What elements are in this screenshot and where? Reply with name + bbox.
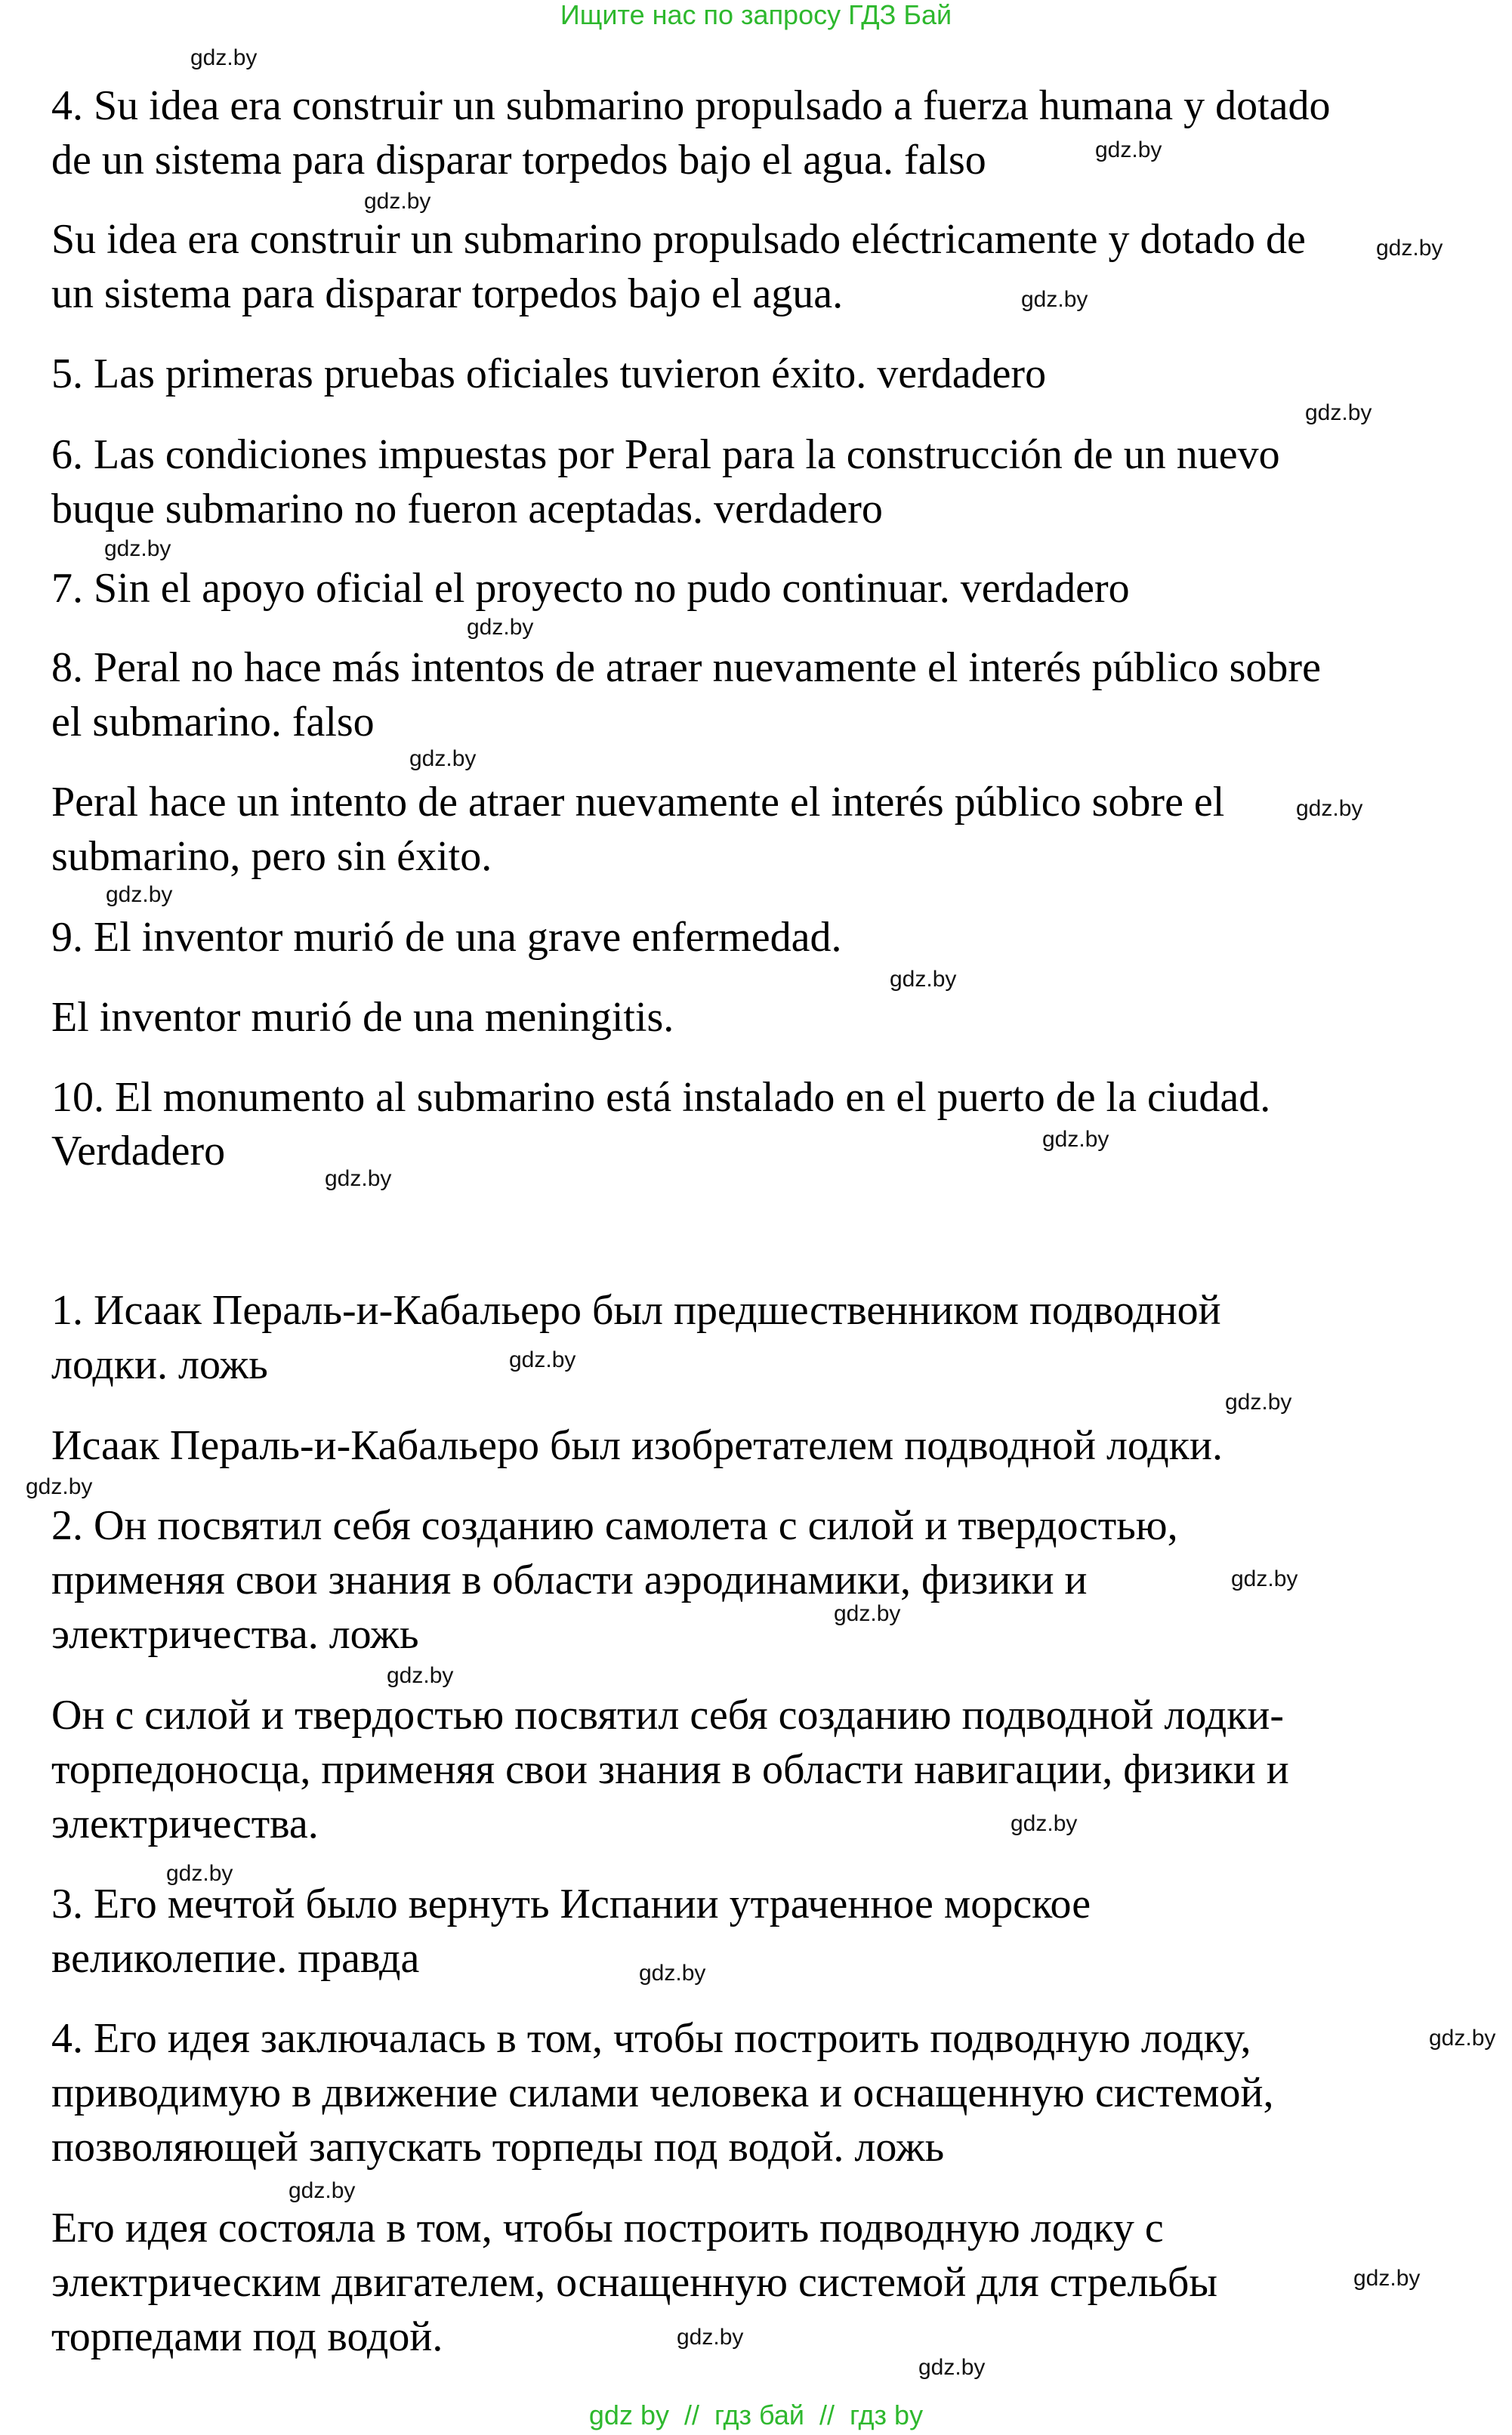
- text-line: de un sistema para disparar torpedos bajo el agua. falso: [51, 137, 986, 184]
- text-line: 10. El monumento al submarino está instalado en el puerto de la ciudad.: [51, 1074, 1271, 1121]
- footer-separator: //: [819, 2400, 835, 2430]
- footer-separator: //: [684, 2400, 700, 2430]
- watermark: gdz.by: [166, 1861, 233, 1886]
- watermark: gdz.by: [834, 1601, 901, 1626]
- watermark: gdz.by: [104, 536, 171, 561]
- watermark: gdz.by: [1021, 287, 1088, 312]
- watermark: gdz.by: [325, 1166, 392, 1191]
- text-line: el submarino. falso: [51, 699, 375, 745]
- watermark: gdz.by: [409, 746, 477, 771]
- watermark: gdz.by: [190, 45, 258, 70]
- text-line: торпедами под водой.: [51, 2313, 443, 2360]
- watermark: gdz.by: [677, 2325, 744, 2350]
- watermark: gdz.by: [1429, 2026, 1496, 2051]
- text-line: Его идея состояла в том, чтобы построить подводную лодку с: [51, 2205, 1164, 2251]
- top-banner[interactable]: Ищите нас по запросу ГДЗ Бай: [560, 0, 952, 30]
- text-line: buque submarino no fueron aceptadas. verdadero: [51, 486, 883, 532]
- text-line: El inventor murió de una meningitis.: [51, 994, 674, 1041]
- watermark: gdz.by: [387, 1663, 454, 1688]
- text-line: электричества.: [51, 1801, 319, 1847]
- text-line: 5. Las primeras pruebas oficiales tuvieron éxito. verdadero: [51, 350, 1047, 397]
- watermark: gdz.by: [1231, 1566, 1298, 1591]
- text-line: Исаак Пераль-и-Кабальеро был изобретателем подводной лодки.: [51, 1422, 1223, 1469]
- watermark: gdz.by: [26, 1474, 93, 1499]
- watermark: gdz.by: [639, 1961, 706, 1986]
- text-line: позволяющей запускать торпеды под водой. ложь: [51, 2124, 945, 2171]
- watermark: gdz.by: [1296, 796, 1363, 821]
- text-line: Su idea era construir un submarino propulsado eléctricamente y dotado de: [51, 216, 1306, 263]
- watermark: gdz.by: [918, 2355, 986, 2380]
- text-line: Peral hace un intento de atraer nuevamente el interés público sobre el: [51, 779, 1225, 826]
- text-line: un sistema para disparar torpedos bajo el agua.: [51, 270, 844, 317]
- watermark: gdz.by: [106, 882, 173, 907]
- watermark: gdz.by: [1353, 2266, 1421, 2291]
- text-line: электрическим двигателем, оснащенную системой для стрельбы: [51, 2259, 1218, 2306]
- text-line: submarino, pero sin éxito.: [51, 833, 492, 880]
- text-line: 6. Las condiciones impuestas por Peral para la construcción de un nuevo: [51, 431, 1280, 478]
- text-line: 4. Его идея заключалась в том, чтобы построить подводную лодку,: [51, 2015, 1251, 2062]
- watermark: gdz.by: [364, 189, 431, 214]
- watermark: gdz.by: [289, 2178, 356, 2203]
- footer-link-gdz-bai[interactable]: гдз бай: [714, 2400, 804, 2430]
- footer-link-gdz-by-ru[interactable]: гдз by: [850, 2400, 924, 2430]
- text-line: Он с силой и твердостью посвятил себя созданию подводной лодки-: [51, 1692, 1285, 1739]
- footer-links: [0, 2400, 1512, 2430]
- watermark: gdz.by: [467, 615, 534, 640]
- text-line: 8. Peral no hace más intentos de atraer nuevamente el interés público sobre: [51, 644, 1321, 691]
- text-line: электричества. ложь: [51, 1611, 419, 1658]
- text-line: Verdadero: [51, 1128, 226, 1174]
- watermark: gdz.by: [1095, 137, 1162, 162]
- text-line: лодки. ложь: [51, 1341, 268, 1388]
- text-line: 7. Sin el apoyo oficial el proyecto no pudo continuar. verdadero: [51, 565, 1130, 612]
- text-line: торпедоносца, применяя свои знания в области навигации, физики и: [51, 1746, 1289, 1793]
- text-line: 2. Он посвятил себя созданию самолета с силой и твердостью,: [51, 1502, 1178, 1549]
- watermark: gdz.by: [1305, 400, 1372, 425]
- watermark: gdz.by: [509, 1347, 576, 1372]
- text-line: приводимую в движение силами человека и оснащенную системой,: [51, 2069, 1274, 2116]
- watermark: gdz.by: [1042, 1127, 1109, 1152]
- text-line: 3. Его мечтой было вернуть Испании утраченное морское: [51, 1881, 1091, 1927]
- text-line: 9. El inventor murió de una grave enfermedad.: [51, 914, 842, 961]
- text-line: 4. Su idea era construir un submarino propulsado a fuerza humana y dotado: [51, 82, 1331, 129]
- text-line: великолепие. правда: [51, 1935, 420, 1982]
- watermark: gdz.by: [1011, 1811, 1078, 1836]
- text-line: 1. Исаак Пераль-и-Кабальеро был предшественником подводной: [51, 1287, 1221, 1334]
- text-line: применяя свои знания в области аэродинамики, физики и: [51, 1557, 1088, 1603]
- watermark: gdz.by: [1225, 1390, 1292, 1415]
- watermark: gdz.by: [1376, 236, 1443, 261]
- watermark: gdz.by: [890, 967, 957, 992]
- footer-link-gdz-by[interactable]: gdz by: [588, 2400, 669, 2430]
